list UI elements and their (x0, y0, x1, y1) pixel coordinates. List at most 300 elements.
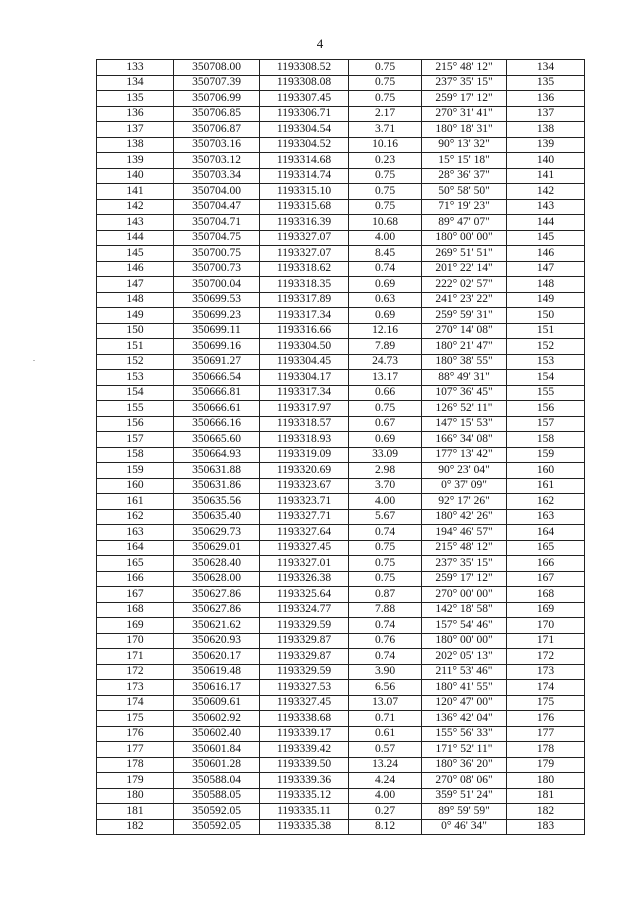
point-from-cell: 169 (97, 618, 174, 634)
distance-cell: 0.67 (349, 416, 422, 432)
table-row (97, 184, 585, 200)
distance-cell: 4.00 (349, 788, 422, 804)
table-row (97, 354, 585, 370)
table-row (97, 463, 585, 479)
distance-cell: 8.45 (349, 246, 422, 262)
distance-cell: 0.75 (349, 401, 422, 417)
y-coordinate-cell: 1193329.59 (260, 664, 349, 680)
x-coordinate-cell: 350665.60 (174, 432, 260, 448)
y-coordinate-cell: 1193304.50 (260, 339, 349, 355)
distance-cell: 4.00 (349, 494, 422, 510)
x-coordinate-cell: 350666.81 (174, 385, 260, 401)
point-to-cell: 180 (507, 773, 585, 789)
bearing-cell: 107° 36' 45" (422, 385, 507, 401)
bearing-cell: 180° 18' 31" (422, 122, 507, 138)
table-row (97, 339, 585, 355)
table-row (97, 680, 585, 696)
distance-cell: 10.16 (349, 137, 422, 153)
distance-cell: 4.00 (349, 230, 422, 246)
point-to-cell: 176 (507, 711, 585, 727)
point-to-cell: 141 (507, 168, 585, 184)
point-from-cell: 138 (97, 137, 174, 153)
point-from-cell: 143 (97, 215, 174, 231)
table-row (97, 401, 585, 417)
stray-mark (33, 360, 35, 361)
point-from-cell: 179 (97, 773, 174, 789)
distance-cell: 0.75 (349, 75, 422, 91)
distance-cell: 0.75 (349, 60, 422, 76)
y-coordinate-cell: 1193318.62 (260, 261, 349, 277)
x-coordinate-cell: 350627.86 (174, 602, 260, 618)
distance-cell: 0.61 (349, 726, 422, 742)
bearing-cell: 180° 38' 55" (422, 354, 507, 370)
bearing-cell: 88° 49' 31" (422, 370, 507, 386)
y-coordinate-cell: 1193314.74 (260, 168, 349, 184)
x-coordinate-cell: 350609.61 (174, 695, 260, 711)
table-row (97, 370, 585, 386)
distance-cell: 0.74 (349, 261, 422, 277)
y-coordinate-cell: 1193315.68 (260, 199, 349, 215)
table-row (97, 277, 585, 293)
distance-cell: 0.71 (349, 711, 422, 727)
point-from-cell: 180 (97, 788, 174, 804)
x-coordinate-cell: 350601.28 (174, 757, 260, 773)
point-to-cell: 160 (507, 463, 585, 479)
x-coordinate-cell: 350691.27 (174, 354, 260, 370)
table-row (97, 153, 585, 169)
table-row (97, 525, 585, 541)
distance-cell: 7.89 (349, 339, 422, 355)
point-to-cell: 181 (507, 788, 585, 804)
point-to-cell: 135 (507, 75, 585, 91)
y-coordinate-cell: 1193327.53 (260, 680, 349, 696)
bearing-cell: 89° 59' 59" (422, 804, 507, 820)
bearing-cell: 270° 14' 08" (422, 323, 507, 339)
distance-cell: 3.90 (349, 664, 422, 680)
point-to-cell: 134 (507, 60, 585, 76)
table-row (97, 432, 585, 448)
x-coordinate-cell: 350704.00 (174, 184, 260, 200)
point-from-cell: 147 (97, 277, 174, 293)
point-from-cell: 158 (97, 447, 174, 463)
distance-cell: 33.09 (349, 447, 422, 463)
point-to-cell: 175 (507, 695, 585, 711)
bearing-cell: 270° 31' 41" (422, 106, 507, 122)
y-coordinate-cell: 1193326.38 (260, 571, 349, 587)
point-from-cell: 151 (97, 339, 174, 355)
point-to-cell: 178 (507, 742, 585, 758)
bearing-cell: 92° 17' 26" (422, 494, 507, 510)
x-coordinate-cell: 350619.48 (174, 664, 260, 680)
x-coordinate-cell: 350592.05 (174, 819, 260, 835)
distance-cell: 2.98 (349, 463, 422, 479)
point-to-cell: 142 (507, 184, 585, 200)
table-row (97, 757, 585, 773)
y-coordinate-cell: 1193327.64 (260, 525, 349, 541)
distance-cell: 3.71 (349, 122, 422, 138)
distance-cell: 0.66 (349, 385, 422, 401)
table-row (97, 215, 585, 231)
point-to-cell: 149 (507, 292, 585, 308)
bearing-cell: 147° 15' 53" (422, 416, 507, 432)
y-coordinate-cell: 1193304.45 (260, 354, 349, 370)
table-row (97, 106, 585, 122)
y-coordinate-cell: 1193329.87 (260, 649, 349, 665)
y-coordinate-cell: 1193335.12 (260, 788, 349, 804)
table-row (97, 602, 585, 618)
table-row (97, 649, 585, 665)
y-coordinate-cell: 1193307.45 (260, 91, 349, 107)
coordinates-table (96, 59, 585, 835)
point-to-cell: 156 (507, 401, 585, 417)
bearing-cell: 180° 42' 26" (422, 509, 507, 525)
x-coordinate-cell: 350706.87 (174, 122, 260, 138)
distance-cell: 0.75 (349, 199, 422, 215)
point-to-cell: 177 (507, 726, 585, 742)
point-to-cell: 169 (507, 602, 585, 618)
point-from-cell: 181 (97, 804, 174, 820)
point-to-cell: 144 (507, 215, 585, 231)
x-coordinate-cell: 350704.75 (174, 230, 260, 246)
table-row (97, 292, 585, 308)
y-coordinate-cell: 1193316.39 (260, 215, 349, 231)
distance-cell: 7.88 (349, 602, 422, 618)
point-from-cell: 136 (97, 106, 174, 122)
bearing-cell: 90° 23' 04" (422, 463, 507, 479)
point-to-cell: 143 (507, 199, 585, 215)
distance-cell: 0.74 (349, 649, 422, 665)
point-from-cell: 171 (97, 649, 174, 665)
x-coordinate-cell: 350601.84 (174, 742, 260, 758)
y-coordinate-cell: 1193327.07 (260, 230, 349, 246)
bearing-cell: 136° 42' 04" (422, 711, 507, 727)
bearing-cell: 215° 48' 12" (422, 60, 507, 76)
table-row (97, 618, 585, 634)
x-coordinate-cell: 350699.11 (174, 323, 260, 339)
point-from-cell: 162 (97, 509, 174, 525)
point-from-cell: 142 (97, 199, 174, 215)
point-from-cell: 182 (97, 819, 174, 835)
point-from-cell: 166 (97, 571, 174, 587)
point-from-cell: 160 (97, 478, 174, 494)
bearing-cell: 90° 13' 32" (422, 137, 507, 153)
distance-cell: 4.24 (349, 773, 422, 789)
point-to-cell: 168 (507, 587, 585, 603)
table-row (97, 323, 585, 339)
distance-cell: 0.75 (349, 168, 422, 184)
table-row (97, 664, 585, 680)
table-row (97, 447, 585, 463)
x-coordinate-cell: 350700.04 (174, 277, 260, 293)
distance-cell: 0.75 (349, 556, 422, 572)
point-from-cell: 148 (97, 292, 174, 308)
point-to-cell: 165 (507, 540, 585, 556)
bearing-cell: 180° 00' 00" (422, 230, 507, 246)
x-coordinate-cell: 350616.17 (174, 680, 260, 696)
point-to-cell: 137 (507, 106, 585, 122)
point-to-cell: 140 (507, 153, 585, 169)
table-row (97, 804, 585, 820)
point-from-cell: 168 (97, 602, 174, 618)
table-row (97, 773, 585, 789)
y-coordinate-cell: 1193339.17 (260, 726, 349, 742)
x-coordinate-cell: 350703.16 (174, 137, 260, 153)
y-coordinate-cell: 1193318.35 (260, 277, 349, 293)
y-coordinate-cell: 1193306.71 (260, 106, 349, 122)
distance-cell: 24.73 (349, 354, 422, 370)
table-row (97, 695, 585, 711)
x-coordinate-cell: 350703.12 (174, 153, 260, 169)
table-row (97, 478, 585, 494)
point-from-cell: 137 (97, 122, 174, 138)
y-coordinate-cell: 1193320.69 (260, 463, 349, 479)
x-coordinate-cell: 350602.40 (174, 726, 260, 742)
point-to-cell: 164 (507, 525, 585, 541)
table-row (97, 788, 585, 804)
x-coordinate-cell: 350588.04 (174, 773, 260, 789)
x-coordinate-cell: 350664.93 (174, 447, 260, 463)
point-to-cell: 154 (507, 370, 585, 386)
bearing-cell: 269° 51' 51" (422, 246, 507, 262)
bearing-cell: 270° 00' 00" (422, 587, 507, 603)
point-to-cell: 152 (507, 339, 585, 355)
point-to-cell: 136 (507, 91, 585, 107)
x-coordinate-cell: 350631.86 (174, 478, 260, 494)
bearing-cell: 202° 05' 13" (422, 649, 507, 665)
point-from-cell: 178 (97, 757, 174, 773)
y-coordinate-cell: 1193335.11 (260, 804, 349, 820)
point-to-cell: 161 (507, 478, 585, 494)
table-row (97, 540, 585, 556)
distance-cell: 13.24 (349, 757, 422, 773)
bearing-cell: 241° 23' 22" (422, 292, 507, 308)
distance-cell: 0.75 (349, 540, 422, 556)
point-to-cell: 171 (507, 633, 585, 649)
bearing-cell: 222° 02' 57" (422, 277, 507, 293)
point-from-cell: 164 (97, 540, 174, 556)
point-from-cell: 144 (97, 230, 174, 246)
x-coordinate-cell: 350629.01 (174, 540, 260, 556)
point-to-cell: 146 (507, 246, 585, 262)
bearing-cell: 237° 35' 15" (422, 556, 507, 572)
x-coordinate-cell: 350706.85 (174, 106, 260, 122)
distance-cell: 2.17 (349, 106, 422, 122)
point-to-cell: 173 (507, 664, 585, 680)
x-coordinate-cell: 350666.54 (174, 370, 260, 386)
table-row (97, 711, 585, 727)
table-row (97, 587, 585, 603)
distance-cell: 0.63 (349, 292, 422, 308)
y-coordinate-cell: 1193304.17 (260, 370, 349, 386)
y-coordinate-cell: 1193304.52 (260, 137, 349, 153)
x-coordinate-cell: 350629.73 (174, 525, 260, 541)
point-from-cell: 152 (97, 354, 174, 370)
y-coordinate-cell: 1193308.52 (260, 60, 349, 76)
distance-cell: 0.74 (349, 618, 422, 634)
y-coordinate-cell: 1193329.59 (260, 618, 349, 634)
y-coordinate-cell: 1193327.45 (260, 540, 349, 556)
y-coordinate-cell: 1193317.97 (260, 401, 349, 417)
distance-cell: 8.12 (349, 819, 422, 835)
distance-cell: 12.16 (349, 323, 422, 339)
bearing-cell: 259° 59' 31" (422, 308, 507, 324)
table-row (97, 571, 585, 587)
bearing-cell: 259° 17' 12" (422, 91, 507, 107)
x-coordinate-cell: 350627.86 (174, 587, 260, 603)
bearing-cell: 180° 36' 20" (422, 757, 507, 773)
x-coordinate-cell: 350620.93 (174, 633, 260, 649)
x-coordinate-cell: 350699.16 (174, 339, 260, 355)
x-coordinate-cell: 350703.34 (174, 168, 260, 184)
point-from-cell: 149 (97, 308, 174, 324)
table-row (97, 91, 585, 107)
bearing-cell: 155° 56' 33" (422, 726, 507, 742)
point-to-cell: 148 (507, 277, 585, 293)
point-to-cell: 166 (507, 556, 585, 572)
point-to-cell: 145 (507, 230, 585, 246)
point-from-cell: 175 (97, 711, 174, 727)
table-row (97, 385, 585, 401)
table-row (97, 261, 585, 277)
table-row (97, 122, 585, 138)
table-row (97, 308, 585, 324)
point-to-cell: 158 (507, 432, 585, 448)
point-to-cell: 153 (507, 354, 585, 370)
bearing-cell: 177° 13' 42" (422, 447, 507, 463)
bearing-cell: 359° 51' 24" (422, 788, 507, 804)
x-coordinate-cell: 350704.71 (174, 215, 260, 231)
table-row (97, 230, 585, 246)
bearing-cell: 194° 46' 57" (422, 525, 507, 541)
x-coordinate-cell: 350631.88 (174, 463, 260, 479)
table-row (97, 742, 585, 758)
point-to-cell: 157 (507, 416, 585, 432)
point-from-cell: 173 (97, 680, 174, 696)
distance-cell: 0.27 (349, 804, 422, 820)
point-from-cell: 177 (97, 742, 174, 758)
table-row (97, 199, 585, 215)
bearing-cell: 120° 47' 00" (422, 695, 507, 711)
bearing-cell: 211° 53' 46" (422, 664, 507, 680)
distance-cell: 0.74 (349, 525, 422, 541)
point-from-cell: 140 (97, 168, 174, 184)
point-to-cell: 159 (507, 447, 585, 463)
x-coordinate-cell: 350700.75 (174, 246, 260, 262)
point-to-cell: 174 (507, 680, 585, 696)
table-row (97, 168, 585, 184)
bearing-cell: 0° 37' 09" (422, 478, 507, 494)
point-from-cell: 139 (97, 153, 174, 169)
bearing-cell: 126° 52' 11" (422, 401, 507, 417)
distance-cell: 0.75 (349, 571, 422, 587)
distance-cell: 0.87 (349, 587, 422, 603)
x-coordinate-cell: 350588.05 (174, 788, 260, 804)
x-coordinate-cell: 350628.00 (174, 571, 260, 587)
x-coordinate-cell: 350635.56 (174, 494, 260, 510)
bearing-cell: 215° 48' 12" (422, 540, 507, 556)
point-to-cell: 179 (507, 757, 585, 773)
point-to-cell: 172 (507, 649, 585, 665)
bearing-cell: 89° 47' 07" (422, 215, 507, 231)
table-row (97, 416, 585, 432)
x-coordinate-cell: 350666.61 (174, 401, 260, 417)
x-coordinate-cell: 350620.17 (174, 649, 260, 665)
table-row (97, 60, 585, 76)
distance-cell: 0.69 (349, 308, 422, 324)
point-to-cell: 155 (507, 385, 585, 401)
distance-cell: 6.56 (349, 680, 422, 696)
table-row (97, 633, 585, 649)
table-row (97, 726, 585, 742)
point-from-cell: 165 (97, 556, 174, 572)
bearing-cell: 201° 22' 14" (422, 261, 507, 277)
y-coordinate-cell: 1193327.71 (260, 509, 349, 525)
point-to-cell: 182 (507, 804, 585, 820)
x-coordinate-cell: 350592.05 (174, 804, 260, 820)
bearing-cell: 0° 46' 34" (422, 819, 507, 835)
bearing-cell: 237° 35' 15" (422, 75, 507, 91)
point-from-cell: 157 (97, 432, 174, 448)
point-to-cell: 150 (507, 308, 585, 324)
y-coordinate-cell: 1193318.57 (260, 416, 349, 432)
point-to-cell: 163 (507, 509, 585, 525)
y-coordinate-cell: 1193335.38 (260, 819, 349, 835)
point-to-cell: 151 (507, 323, 585, 339)
y-coordinate-cell: 1193327.45 (260, 695, 349, 711)
point-to-cell: 167 (507, 571, 585, 587)
distance-cell: 0.75 (349, 91, 422, 107)
x-coordinate-cell: 350708.00 (174, 60, 260, 76)
point-from-cell: 170 (97, 633, 174, 649)
x-coordinate-cell: 350666.16 (174, 416, 260, 432)
distance-cell: 13.07 (349, 695, 422, 711)
y-coordinate-cell: 1193316.66 (260, 323, 349, 339)
distance-cell: 5.67 (349, 509, 422, 525)
bearing-cell: 180° 41' 55" (422, 680, 507, 696)
x-coordinate-cell: 350602.92 (174, 711, 260, 727)
point-from-cell: 163 (97, 525, 174, 541)
bearing-cell: 180° 21' 47" (422, 339, 507, 355)
y-coordinate-cell: 1193329.87 (260, 633, 349, 649)
x-coordinate-cell: 350700.73 (174, 261, 260, 277)
distance-cell: 0.76 (349, 633, 422, 649)
y-coordinate-cell: 1193315.10 (260, 184, 349, 200)
y-coordinate-cell: 1193319.09 (260, 447, 349, 463)
point-to-cell: 183 (507, 819, 585, 835)
x-coordinate-cell: 350635.40 (174, 509, 260, 525)
distance-cell: 0.69 (349, 277, 422, 293)
table-row (97, 556, 585, 572)
y-coordinate-cell: 1193318.93 (260, 432, 349, 448)
y-coordinate-cell: 1193327.07 (260, 246, 349, 262)
y-coordinate-cell: 1193317.34 (260, 385, 349, 401)
x-coordinate-cell: 350704.47 (174, 199, 260, 215)
table-row (97, 494, 585, 510)
point-from-cell: 159 (97, 463, 174, 479)
point-from-cell: 135 (97, 91, 174, 107)
y-coordinate-cell: 1193317.34 (260, 308, 349, 324)
table-row (97, 137, 585, 153)
y-coordinate-cell: 1193317.89 (260, 292, 349, 308)
bearing-cell: 270° 08' 06" (422, 773, 507, 789)
x-coordinate-cell: 350707.39 (174, 75, 260, 91)
y-coordinate-cell: 1193339.50 (260, 757, 349, 773)
y-coordinate-cell: 1193314.68 (260, 153, 349, 169)
y-coordinate-cell: 1193304.54 (260, 122, 349, 138)
x-coordinate-cell: 350628.40 (174, 556, 260, 572)
point-to-cell: 139 (507, 137, 585, 153)
bearing-cell: 28° 36' 37" (422, 168, 507, 184)
